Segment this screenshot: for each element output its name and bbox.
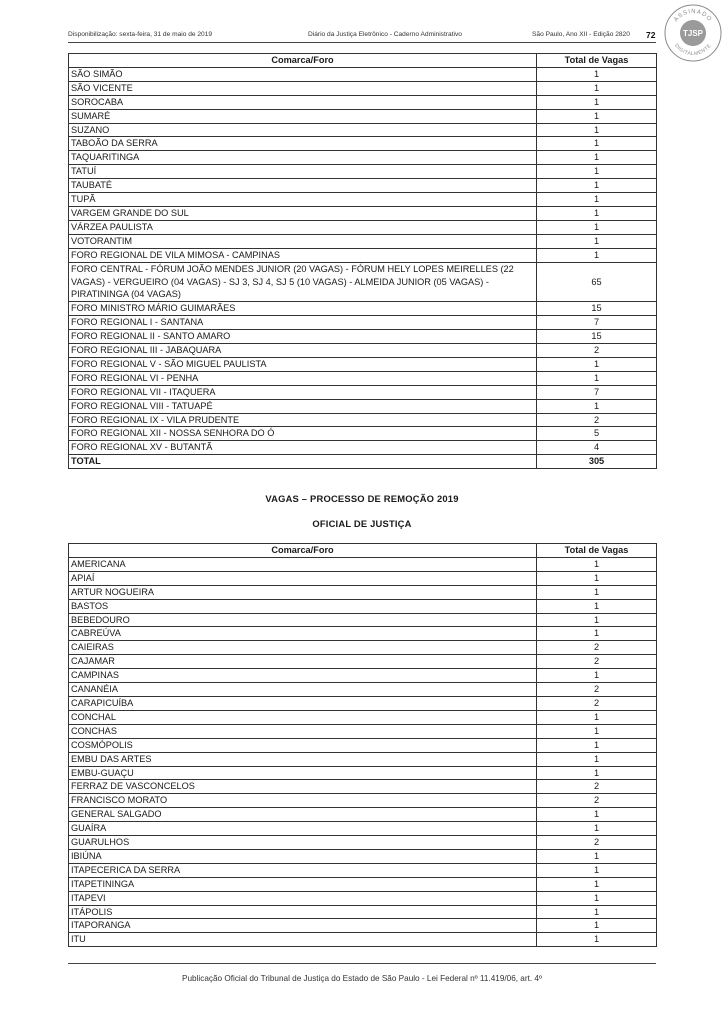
total-vagas-cell: 4 xyxy=(537,441,657,455)
table-row xyxy=(69,262,657,302)
comarca-cell: COSMÓPOLIS xyxy=(69,738,537,752)
table-row xyxy=(69,891,657,905)
table-row xyxy=(69,95,657,109)
total-vagas-cell: 1 xyxy=(537,179,657,193)
table-row xyxy=(69,696,657,710)
comarca-cell: FORO REGIONAL VII - ITAQUERA xyxy=(69,385,537,399)
table-row xyxy=(69,441,657,455)
total-vagas-cell: 15 xyxy=(537,302,657,316)
table-row xyxy=(69,641,657,655)
total-vagas-cell: 65 xyxy=(537,262,657,302)
comarca-cell: VARGEM GRANDE DO SUL xyxy=(69,206,537,220)
table-row xyxy=(69,109,657,123)
comarca-cell: SÃO VICENTE xyxy=(69,81,537,95)
total-vagas-cell: 1 xyxy=(537,193,657,207)
total-vagas-cell: 1 xyxy=(537,933,657,947)
comarca-cell: FORO REGIONAL XV - BUTANTÃ xyxy=(69,441,537,455)
footer-rule xyxy=(68,963,656,964)
table-row xyxy=(69,193,657,207)
comarca-cell: IBIÚNA xyxy=(69,849,537,863)
table-row xyxy=(69,766,657,780)
total-row xyxy=(69,455,657,469)
comarca-cell: FORO REGIONAL V - SÃO MIGUEL PAULISTA xyxy=(69,357,537,371)
comarca-cell: CAJAMAR xyxy=(69,655,537,669)
table-row xyxy=(69,794,657,808)
table-row xyxy=(69,669,657,683)
table-row xyxy=(69,385,657,399)
table-row xyxy=(69,557,657,571)
total-vagas-cell: 1 xyxy=(537,137,657,151)
table-row xyxy=(69,683,657,697)
table-row xyxy=(69,724,657,738)
total-vagas-cell: 7 xyxy=(537,316,657,330)
table-row xyxy=(69,81,657,95)
digital-signature-seal xyxy=(663,3,723,63)
table-row xyxy=(69,357,657,371)
table-row xyxy=(69,599,657,613)
total-vagas-cell: 2 xyxy=(537,413,657,427)
comarca-cell: FORO REGIONAL DE VILA MIMOSA - CAMPINAS xyxy=(69,248,537,262)
comarca-cell: GENERAL SALGADO xyxy=(69,808,537,822)
comarca-cell: GUARULHOS xyxy=(69,836,537,850)
total-vagas-cell: 1 xyxy=(537,220,657,234)
comarca-cell: CAMPINAS xyxy=(69,669,537,683)
column-header-comarca: Comarca/Foro xyxy=(69,54,537,68)
comarca-cell: EMBU-GUAÇU xyxy=(69,766,537,780)
total-vagas-cell: 1 xyxy=(537,109,657,123)
table-row xyxy=(69,151,657,165)
total-vagas-cell: 1 xyxy=(537,710,657,724)
total-vagas-cell: 1 xyxy=(537,123,657,137)
comarca-cell: FORO REGIONAL VIII - TATUAPÉ xyxy=(69,399,537,413)
total-vagas-cell: 1 xyxy=(537,627,657,641)
table-header-row xyxy=(69,54,657,68)
table-row xyxy=(69,206,657,220)
table-row xyxy=(69,220,657,234)
comarca-cell: AMERICANA xyxy=(69,557,537,571)
total-vagas-cell: 1 xyxy=(537,613,657,627)
total-vagas-cell: 1 xyxy=(537,738,657,752)
header-rule xyxy=(68,42,656,43)
page-number: 72 xyxy=(646,30,656,40)
page-header xyxy=(0,0,724,58)
comarca-cell: EMBU DAS ARTES xyxy=(69,752,537,766)
table-row xyxy=(69,710,657,724)
table-body xyxy=(69,557,657,946)
table-row xyxy=(69,849,657,863)
table-row xyxy=(69,413,657,427)
vacancies-table-2 xyxy=(68,543,657,947)
comarca-cell: FORO MINISTRO MÁRIO GUIMARÃES xyxy=(69,302,537,316)
total-vagas-cell: 1 xyxy=(537,849,657,863)
comarca-cell: FRANCISCO MORATO xyxy=(69,794,537,808)
total-vagas-cell: 1 xyxy=(537,571,657,585)
total-vagas-cell: 1 xyxy=(537,234,657,248)
table-row xyxy=(69,123,657,137)
column-header-total: Total de Vagas xyxy=(537,544,657,558)
total-vagas-cell: 2 xyxy=(537,344,657,358)
comarca-cell: SUMARÉ xyxy=(69,109,537,123)
total-vagas-cell: 2 xyxy=(537,696,657,710)
comarca-cell: FORO REGIONAL II - SANTO AMARO xyxy=(69,330,537,344)
total-vagas-cell: 1 xyxy=(537,891,657,905)
table-row xyxy=(69,905,657,919)
comarca-cell: FORO REGIONAL VI - PENHA xyxy=(69,371,537,385)
total-vagas-cell: 7 xyxy=(537,385,657,399)
total-vagas-cell: 2 xyxy=(537,683,657,697)
table-row xyxy=(69,316,657,330)
table-row xyxy=(69,179,657,193)
table-row xyxy=(69,302,657,316)
total-vagas-cell: 1 xyxy=(537,357,657,371)
table-row xyxy=(69,933,657,947)
comarca-cell: BASTOS xyxy=(69,599,537,613)
column-header-total: Total de Vagas xyxy=(537,54,657,68)
total-vagas-cell: 1 xyxy=(537,399,657,413)
vacancies-table-1 xyxy=(68,53,657,469)
table-row xyxy=(69,330,657,344)
comarca-cell: TUPÃ xyxy=(69,193,537,207)
total-vagas-cell: 1 xyxy=(537,752,657,766)
comarca-cell: FORO REGIONAL XII - NOSSA SENHORA DO Ó xyxy=(69,427,537,441)
total-vagas-cell: 2 xyxy=(537,794,657,808)
comarca-cell: CAIEIRAS xyxy=(69,641,537,655)
table-row xyxy=(69,427,657,441)
journal-name: Diário da Justiça Eletrônico - Caderno Administrativo xyxy=(308,31,462,38)
footer-text: Publicação Oficial do Tribunal de Justiça do Estado de São Paulo - Lei Federal nº 11.419/06, art. 4º xyxy=(182,974,542,983)
table-body xyxy=(69,67,657,468)
total-vagas-cell: 1 xyxy=(537,808,657,822)
comarca-cell: ITAPEVI xyxy=(69,891,537,905)
total-vagas-cell: 1 xyxy=(537,81,657,95)
table-row xyxy=(69,808,657,822)
table-row xyxy=(69,67,657,81)
comarca-cell: ITAPETININGA xyxy=(69,877,537,891)
table-row xyxy=(69,137,657,151)
comarca-cell: ITÁPOLIS xyxy=(69,905,537,919)
comarca-cell: FERRAZ DE VASCONCELOS xyxy=(69,780,537,794)
total-vagas-cell: 1 xyxy=(537,766,657,780)
comarca-cell: CONCHAS xyxy=(69,724,537,738)
total-vagas-cell: 1 xyxy=(537,669,657,683)
table-row xyxy=(69,780,657,794)
total-vagas-cell: 1 xyxy=(537,905,657,919)
total-vagas-cell: 1 xyxy=(537,724,657,738)
comarca-cell: ITAPORANGA xyxy=(69,919,537,933)
comarca-cell: ITAPECERICA DA SERRA xyxy=(69,863,537,877)
total-vagas-cell: 1 xyxy=(537,165,657,179)
comarca-cell: CONCHAL xyxy=(69,710,537,724)
total-vagas-cell: 1 xyxy=(537,599,657,613)
seal-top-text: ASSINADO xyxy=(673,8,713,24)
total-vagas-cell: 1 xyxy=(537,95,657,109)
total-value: 305 xyxy=(537,455,657,469)
total-vagas-cell: 2 xyxy=(537,655,657,669)
comarca-cell: SOROCABA xyxy=(69,95,537,109)
table-row xyxy=(69,836,657,850)
comarca-cell: ITU xyxy=(69,933,537,947)
comarca-cell: FORO REGIONAL III - JABAQUARA xyxy=(69,344,537,358)
comarca-cell: ARTUR NOGUEIRA xyxy=(69,585,537,599)
total-vagas-cell: 2 xyxy=(537,836,657,850)
seal-bottom-text: DIGITALMENTE xyxy=(673,42,713,58)
table-row xyxy=(69,234,657,248)
table-row xyxy=(69,248,657,262)
total-vagas-cell: 1 xyxy=(537,557,657,571)
comarca-cell: BEBEDOURO xyxy=(69,613,537,627)
table-row xyxy=(69,738,657,752)
total-vagas-cell: 15 xyxy=(537,330,657,344)
comarca-cell: FORO REGIONAL IX - VILA PRUDENTE xyxy=(69,413,537,427)
section-title: VAGAS – PROCESSO DE REMOÇÃO 2019 xyxy=(265,493,459,504)
table-row xyxy=(69,863,657,877)
table-row xyxy=(69,822,657,836)
total-vagas-cell: 2 xyxy=(537,641,657,655)
total-vagas-cell: 1 xyxy=(537,919,657,933)
seal-center-text: TJSP xyxy=(682,29,704,38)
total-vagas-cell: 2 xyxy=(537,780,657,794)
table-row xyxy=(69,752,657,766)
total-vagas-cell: 1 xyxy=(537,585,657,599)
total-vagas-cell: 1 xyxy=(537,822,657,836)
table-row xyxy=(69,877,657,891)
table-row xyxy=(69,613,657,627)
comarca-cell: SUZANO xyxy=(69,123,537,137)
table-row xyxy=(69,165,657,179)
table-header-row xyxy=(69,544,657,558)
comarca-cell: TAUBATÉ xyxy=(69,179,537,193)
total-vagas-cell: 1 xyxy=(537,248,657,262)
comarca-cell: CANANÉIA xyxy=(69,683,537,697)
table-row xyxy=(69,571,657,585)
comarca-cell: APIAÍ xyxy=(69,571,537,585)
column-header-comarca: Comarca/Foro xyxy=(69,544,537,558)
total-vagas-cell: 1 xyxy=(537,151,657,165)
total-label: TOTAL xyxy=(69,455,537,469)
comarca-cell: TAQUARITINGA xyxy=(69,151,537,165)
table-row xyxy=(69,655,657,669)
comarca-cell: VÁRZEA PAULISTA xyxy=(69,220,537,234)
edition-info: São Paulo, Ano XII - Edição 2820 xyxy=(532,31,630,38)
publication-date: Disponibilização: sexta-feira, 31 de maio de 2019 xyxy=(68,31,213,38)
table-row xyxy=(69,919,657,933)
table-row xyxy=(69,371,657,385)
table-row xyxy=(69,627,657,641)
comarca-cell: VOTORANTIM xyxy=(69,234,537,248)
comarca-cell: TATUÍ xyxy=(69,165,537,179)
total-vagas-cell: 5 xyxy=(537,427,657,441)
total-vagas-cell: 1 xyxy=(537,863,657,877)
total-vagas-cell: 1 xyxy=(537,877,657,891)
table-row xyxy=(69,344,657,358)
comarca-cell: CARAPICUÍBA xyxy=(69,696,537,710)
table-row xyxy=(69,399,657,413)
comarca-cell: TABOÃO DA SERRA xyxy=(69,137,537,151)
total-vagas-cell: 1 xyxy=(537,206,657,220)
comarca-cell: GUAÍRA xyxy=(69,822,537,836)
total-vagas-cell: 1 xyxy=(537,371,657,385)
total-vagas-cell: 1 xyxy=(537,67,657,81)
table-row xyxy=(69,585,657,599)
comarca-cell: FORO REGIONAL I - SANTANA xyxy=(69,316,537,330)
comarca-cell: FORO CENTRAL - FÓRUM JOÃO MENDES JUNIOR (20 VAGAS) - FÓRUM HELY LOPES MEIRELLES (22 VAGAS) - VERGUEIRO (04 VAGAS) - SJ 3, SJ 4, SJ 5 (10 VAGAS) - ALMEIDA JUNIOR (05 VAGAS) - PIRATININGA (04 VAGAS) xyxy=(69,262,537,302)
comarca-cell: CABREÚVA xyxy=(69,627,537,641)
comarca-cell: SÃO SIMÃO xyxy=(69,67,537,81)
section-subtitle: OFICIAL DE JUSTIÇA xyxy=(312,518,412,529)
